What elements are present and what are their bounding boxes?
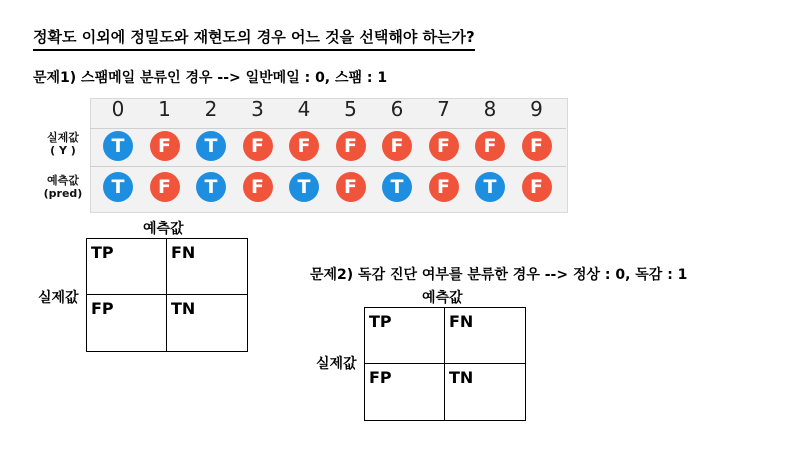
false-circle: F <box>150 172 180 202</box>
table-divider <box>90 166 566 167</box>
cell-fp: FP <box>369 368 392 387</box>
matrix1-col-label: 예측값 <box>143 221 184 237</box>
false-circle: F <box>336 172 366 202</box>
index-label: 4 <box>297 97 311 121</box>
matrix1-row-label: 실제값 <box>38 290 79 306</box>
problem2-heading: 문제2) 독감 진단 여부를 분류한 경우 --> 정상 : 0, 독감 : 1 <box>310 267 688 283</box>
false-circle: F <box>336 131 366 161</box>
pred-row-label <box>38 174 88 200</box>
cell-tn: TN <box>449 368 474 387</box>
false-circle: F <box>522 131 552 161</box>
index-label: 9 <box>530 97 543 121</box>
page-title: 정확도 이외에 정밀도와 재현도의 경우 어느 것을 선택해야 하는가? <box>33 26 475 51</box>
true-circle: T <box>103 172 133 202</box>
cell-tp: TP <box>369 312 392 331</box>
index-label: 3 <box>251 97 264 121</box>
false-circle: F <box>429 131 459 161</box>
confusion-matrix-2 <box>364 307 526 421</box>
cell-tp: TP <box>91 243 114 262</box>
false-circle: F <box>475 131 505 161</box>
pred-label-sub: (pred) <box>43 187 83 200</box>
cell-fn: FN <box>449 312 474 331</box>
index-label: 2 <box>204 97 218 121</box>
false-circle: F <box>382 131 412 161</box>
true-circle: T <box>196 172 226 202</box>
false-circle: F <box>150 131 180 161</box>
actual-row-label <box>40 131 86 157</box>
true-circle: T <box>289 172 319 202</box>
actual-label-sub: ( Y ) <box>50 144 76 157</box>
index-label: 5 <box>344 97 357 121</box>
cell-tn: TN <box>171 299 196 318</box>
cell-fn: FN <box>171 243 196 262</box>
false-circle: F <box>289 131 319 161</box>
matrix2-row-label: 실제값 <box>316 356 357 372</box>
true-circle: T <box>196 131 226 161</box>
matrix2-col-label: 예측값 <box>422 290 463 306</box>
pred-label-text: 예측값 <box>47 174 79 187</box>
problem1-heading: 문제1) 스팸메일 분류인 경우 --> 일반메일 : 0, 스팸 : 1 <box>33 70 388 86</box>
matrix-divider <box>87 294 247 295</box>
false-circle: F <box>243 172 273 202</box>
index-label: 8 <box>483 97 497 121</box>
actual-label-text: 실제값 <box>47 131 79 144</box>
index-label: 7 <box>437 97 450 121</box>
false-circle: F <box>522 172 552 202</box>
matrix-divider <box>166 239 167 351</box>
true-circle: T <box>475 172 505 202</box>
index-label: 0 <box>111 97 125 121</box>
confusion-matrix-1 <box>86 238 248 352</box>
index-label: 1 <box>158 97 171 121</box>
table-divider <box>90 128 566 129</box>
true-circle: T <box>103 131 133 161</box>
index-label: 6 <box>390 97 404 121</box>
true-circle: T <box>382 172 412 202</box>
cell-fp: FP <box>91 299 114 318</box>
false-circle: F <box>243 131 273 161</box>
matrix-divider <box>444 308 445 420</box>
matrix-divider <box>365 363 525 364</box>
false-circle: F <box>429 172 459 202</box>
